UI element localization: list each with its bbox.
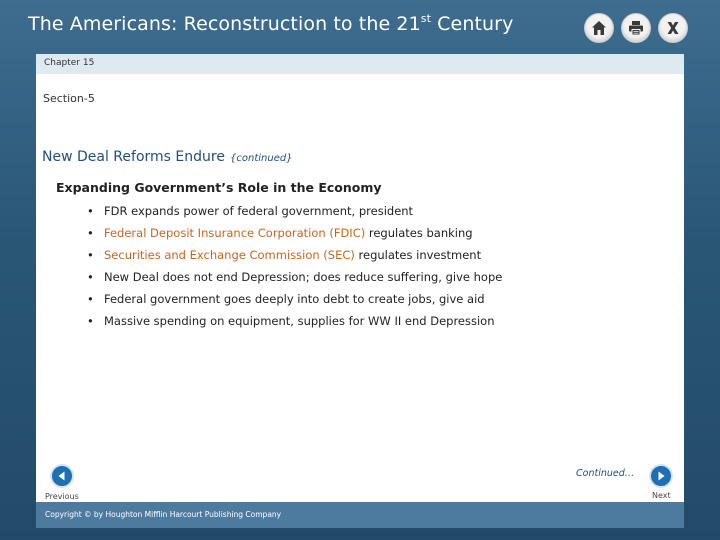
bullet-text: regulates investment <box>354 248 482 262</box>
bullet-highlight: Federal Deposit Insurance Corporation (FDIC) <box>104 226 366 240</box>
bullet-item <box>82 225 502 247</box>
section-label: Section-5 <box>43 92 95 105</box>
subheading: Expanding Government’s Role in the Economy <box>56 180 382 195</box>
heading-main: New Deal Reforms Endure <box>42 149 225 165</box>
home-icon <box>590 19 608 37</box>
bullet-text: Federal government goes deeply into debt to create jobs, give aid <box>104 292 485 306</box>
title-suffix: Century <box>431 13 514 35</box>
bullet-list <box>82 203 502 335</box>
close-button[interactable] <box>658 13 688 43</box>
heading-continued: {continued} <box>230 153 293 164</box>
bullet-item <box>82 313 502 335</box>
bullet-text: regulates banking <box>365 226 473 240</box>
bullet-text: FDR expands power of federal government, president <box>104 204 414 218</box>
title-prefix: The Americans: Reconstruction to the 21 <box>28 13 421 35</box>
previous-button[interactable] <box>50 464 74 488</box>
continued-label: Continued… <box>576 468 635 479</box>
print-icon <box>627 19 645 37</box>
content-panel <box>36 74 684 502</box>
bullet-highlight: Securities and Exchange Commission (SEC) <box>104 248 355 262</box>
title-superscript: st <box>420 12 432 25</box>
bullet-text: Massive spending on equipment, supplies for WW II end Depression <box>104 314 495 328</box>
close-icon <box>664 19 682 37</box>
next-label[interactable]: Next <box>652 491 671 500</box>
arrow-left-icon <box>56 470 68 482</box>
bullet-item <box>82 269 502 291</box>
chapter-label: Chapter 15 <box>44 58 95 68</box>
bullet-text: New Deal does not end Depression; does reduce suffering, give hope <box>104 270 503 284</box>
page-title <box>28 13 513 35</box>
copyright-text: Copyright © by Houghton Mifflin Harcourt Publishing Company <box>45 510 282 519</box>
bullet-item <box>82 247 502 269</box>
bullet-item <box>82 291 502 313</box>
home-button[interactable] <box>584 13 614 43</box>
footer-bar <box>36 502 684 528</box>
next-button[interactable] <box>649 464 673 488</box>
chapter-bar <box>36 54 684 74</box>
slide-heading <box>42 146 293 165</box>
bullet-item <box>82 203 502 225</box>
previous-label[interactable]: Previous <box>45 492 79 501</box>
print-button[interactable] <box>621 13 651 43</box>
arrow-right-icon <box>655 470 667 482</box>
